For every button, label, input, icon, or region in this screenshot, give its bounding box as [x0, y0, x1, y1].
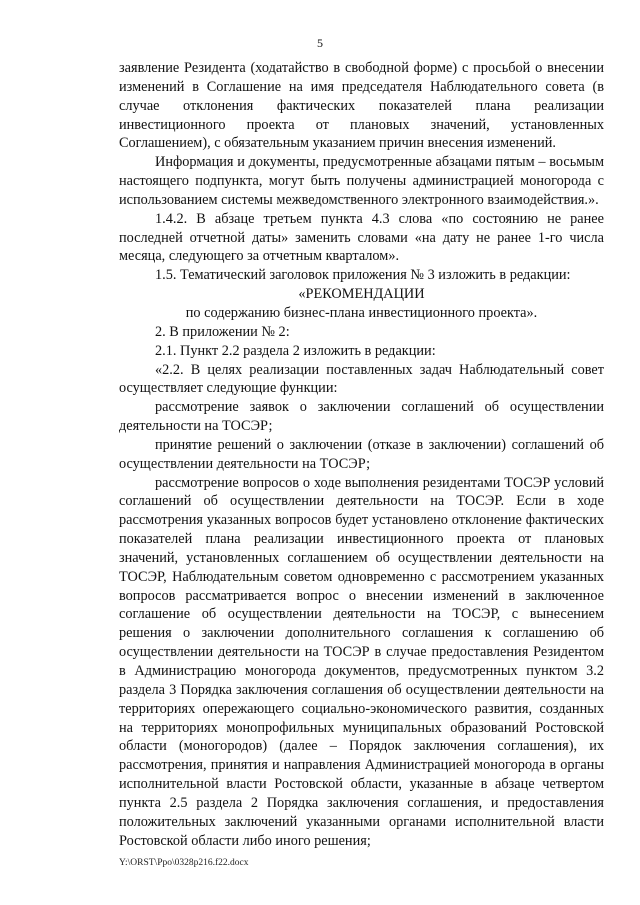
heading-recommendations: «РЕКОМЕНДАЦИИ [298, 286, 425, 303]
paragraph-2-1: 2.1. Пункт 2.2 раздела 2 изложить в редакции: [155, 342, 436, 359]
page-number: 5 [317, 36, 323, 50]
paragraph-2: 2. В приложении № 2: [155, 323, 290, 340]
paragraph-information-documents: Информация и документы, предусмотренные абзацами пятым – восьмым настоящего подпункта, могут быть получены администрацией моногорода с использованием системы межведомственного электронного взаимодействия.». [119, 154, 604, 208]
paragraph-1-5: 1.5. Тематический заголовок приложения № 3 изложить в редакции: [155, 267, 571, 284]
paragraph-function-progress-review: рассмотрение вопросов о ходе выполнения резидентами ТОСЭР условий соглашений об осуществлении деятельности на ТОСЭР. Если в ходе рассмотрения указанных вопросов будет установлено отклонение фактических показателей плана реализации инвестиционного проекта от плановых значений, установленных соглашением об осуществлении деятельности на ТОСЭР, Наблюдательным советом одновременно с рассмотрением указанных вопросов рассматривается вопрос о внесении изменений в заключенное соглашение об осуществлении деятельности на ТОСЭР, с вынесением решения о заключении дополнительного соглашения к соглашению об осуществлении деятельности на ТОСЭР в случае предоставления Резидентом в Администрацию моногорода документов, предусмотренных пунктом 3.2 раздела 3 Порядка заключения соглашения об осуществлении деятельности на территориях опережающего социально-экономического развития, созданных на территориях монопрофильных муниципальных образований Ростовской области (моногородов) (далее – Порядок заключения соглашения), их рассмотрения, принятия и направления Администрацией моногорода в органы исполнительной власти Ростовской области, указанные в абзаце четвертом пункта 2.5 раздела 2 Порядка заключения соглашения, и предоставления положительных заключений указанными органами исполнительной власти Ростовской области либо иного решения; [119, 474, 604, 849]
file-path-footer: Y:\ORST\Ppo\0328p216.f22.docx [119, 858, 249, 868]
paragraph-2-2: «2.2. В целях реализации поставленных задач Наблюдательный совет осуществляет следующие функции: [119, 361, 604, 397]
paragraph-1-4-2: 1.4.2. В абзаце третьем пункта 4.3 слова «по состоянию не ранее последней отчетной даты» заменить словами «на дату не ранее 1-го числа месяца, следующего за отчетным кварталом». [119, 210, 604, 265]
heading-recommendations-subtitle: по содержанию бизнес-плана инвестиционного проекта». [185, 304, 538, 321]
paragraph-function-review-applications: рассмотрение заявок о заключении соглашений об осуществлении деятельности на ТОСЭР; [119, 399, 604, 435]
paragraph-statement-continuation: заявление Резидента (ходатайство в свободной форме) с просьбой о внесении изменений в Соглашение на имя председателя Наблюдательного совета (в случае отклонения фактических показателей плана реализации инвестиционного проекта от плановых значений, установленных Соглашением), с обязательным указанием причин внесения изменений. [119, 60, 604, 152]
paragraph-function-decisions: принятие решений о заключении (отказе в заключении) соглашений об осуществлении деятельности на ТОСЭР; [119, 436, 604, 472]
document-body [119, 59, 604, 850]
